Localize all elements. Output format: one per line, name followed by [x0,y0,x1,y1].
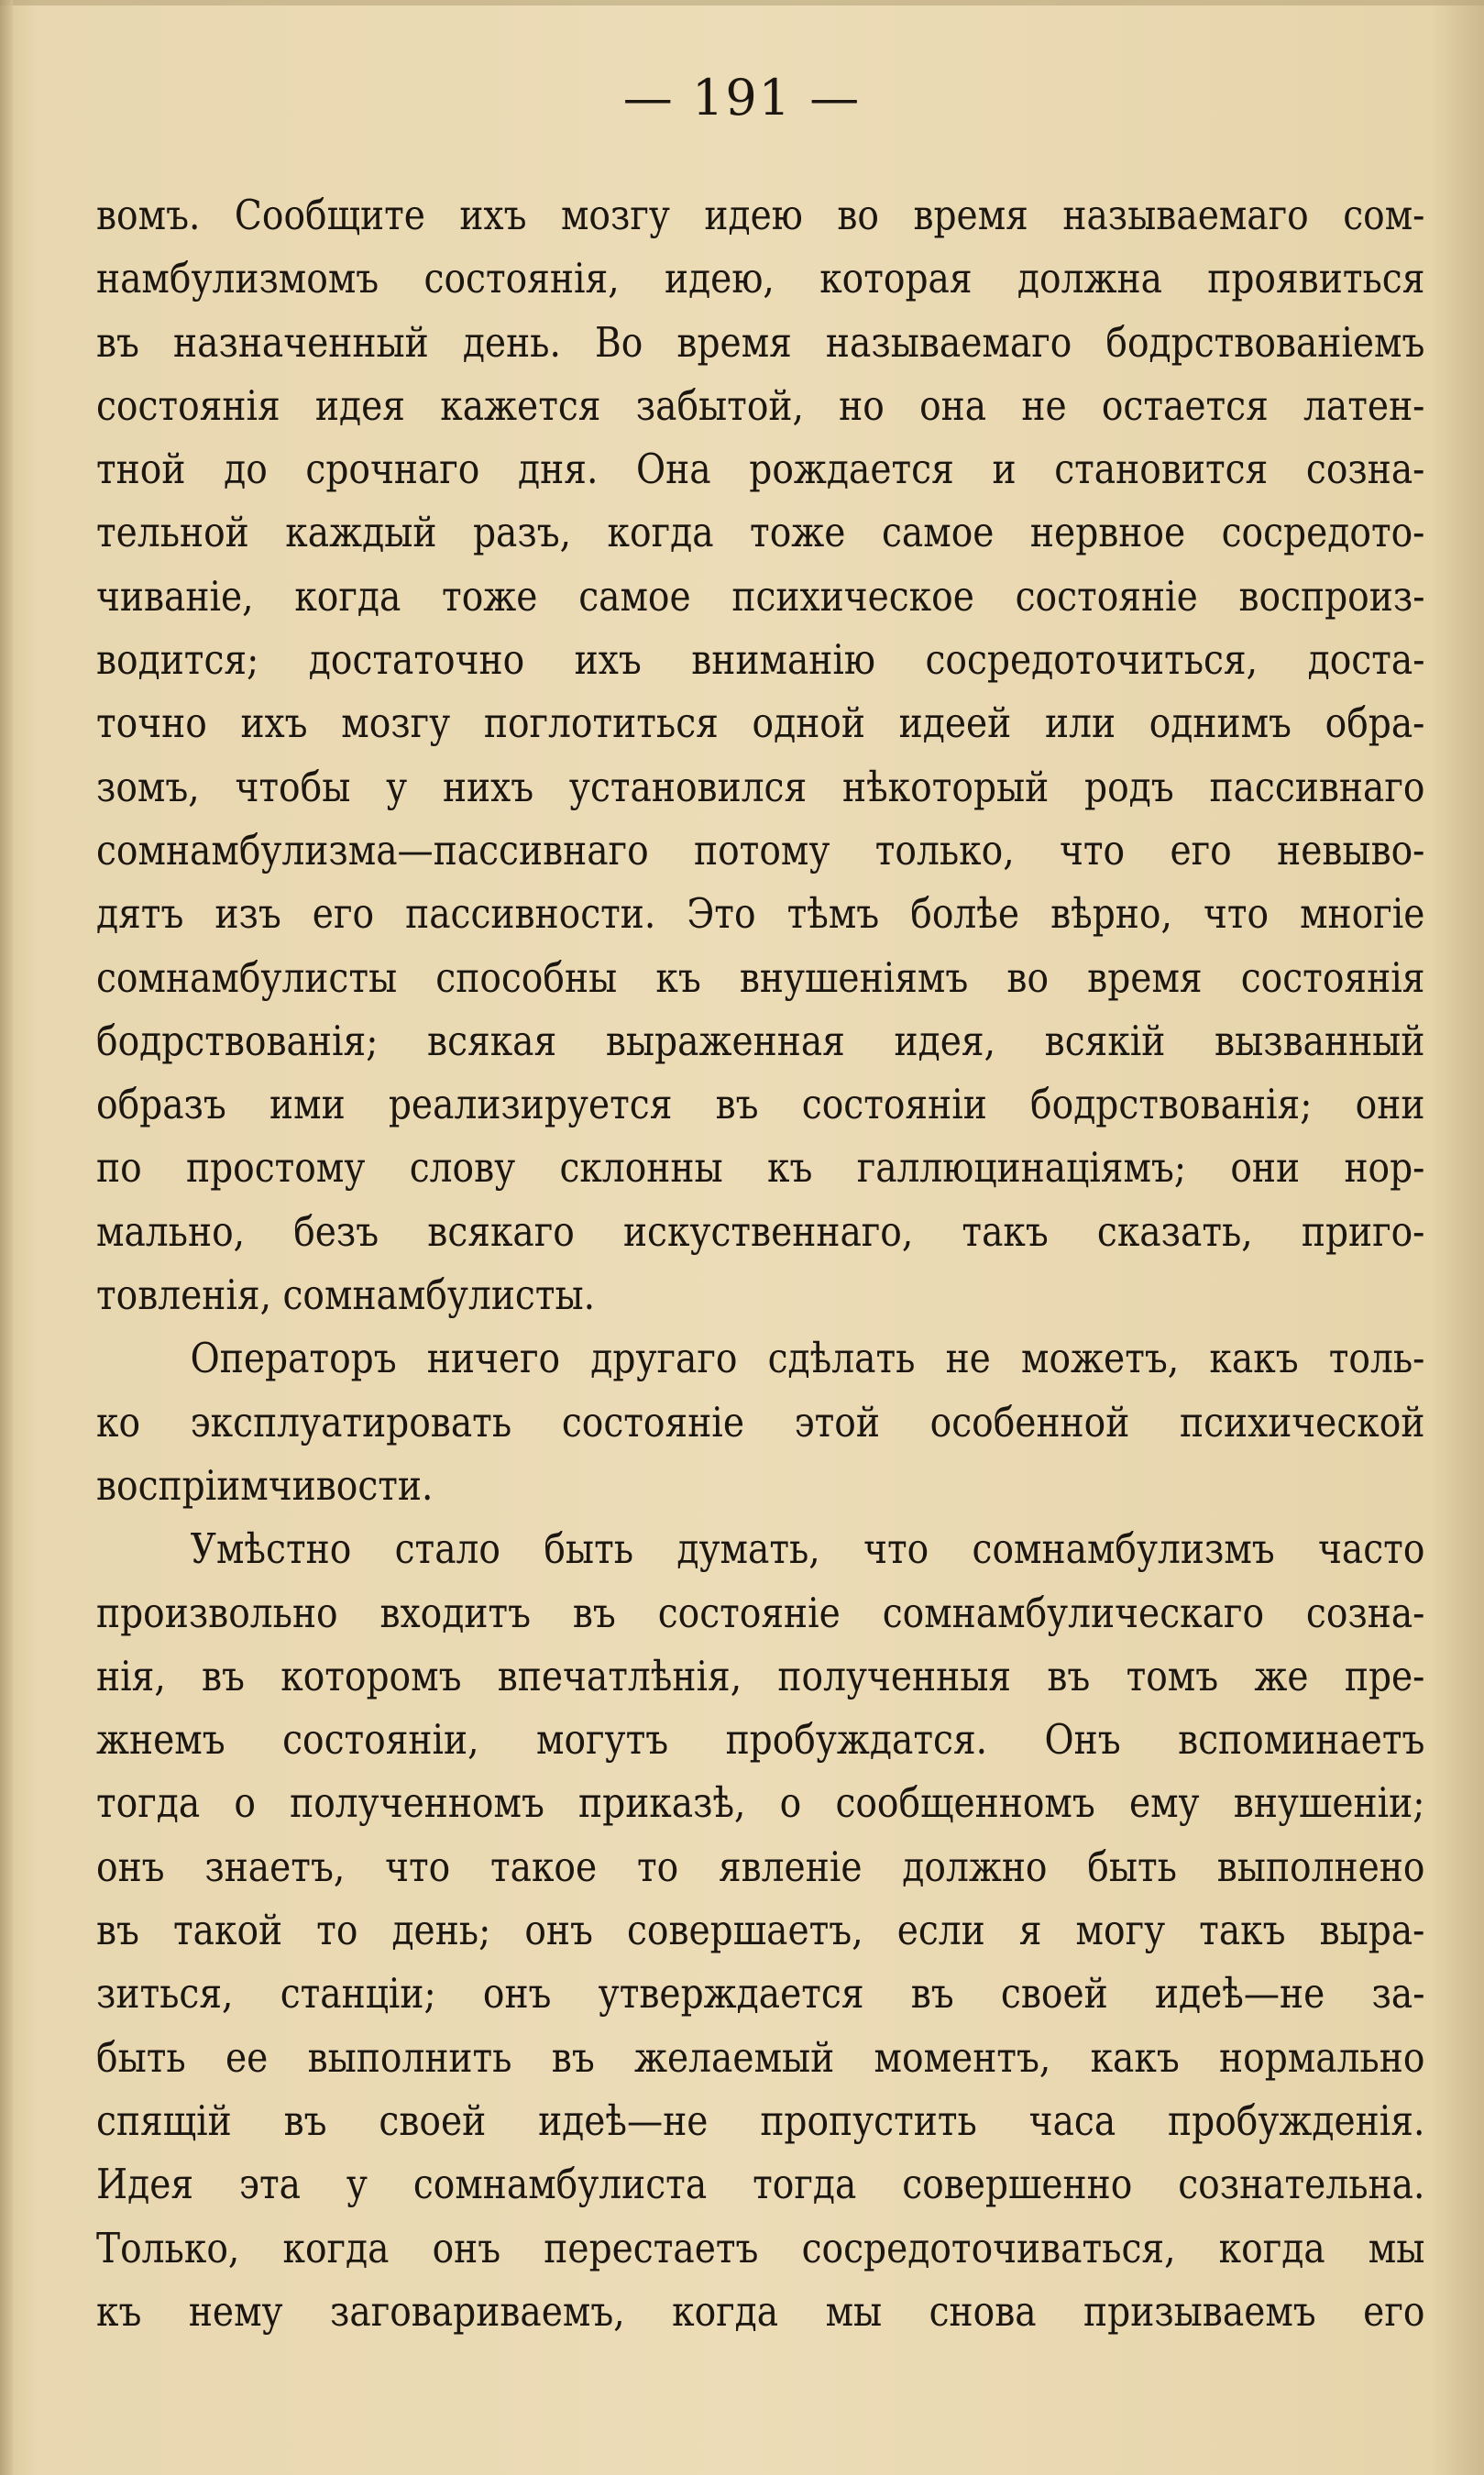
line-text: бодрствованія; всякая выраженная идея, всякій вызванный [96,1016,1425,1065]
line-text: Только, когда онъ перестаетъ сосредоточиваться, когда мы [96,2223,1425,2272]
line-text: тогда о полученномъ приказѣ, о сообщенномъ ему внушеніи; [96,1778,1425,1828]
text-line [96,1581,1424,1644]
text-line [96,2152,1424,2216]
text-line [96,691,1424,754]
line-text: товленія, сомнамбулисты. [96,1270,596,1320]
text-line [96,1072,1424,1136]
text-line [96,437,1424,500]
line-text: состоянія идея кажется забытой, но она не остается латен- [96,380,1425,430]
body-text [96,183,1425,2343]
line-text: онъ знаетъ, что такое то явленіе должно быть выполнено [96,1842,1425,1891]
text-line [96,1200,1424,1263]
line-text: жнемъ состояніи, могутъ пробуждатся. Онъ вспоминаетъ [96,1715,1425,1765]
line-text: Операторъ ничего другаго сдѣлать не можетъ, какъ толь- [190,1334,1425,1383]
line-text: быть ее выполнить въ желаемый моментъ, какъ нормально [96,2032,1425,2082]
line-text: вомъ. Сообщите ихъ мозгу идею во время называемаго сом- [96,191,1425,239]
text-line [96,2026,1424,2089]
line-text: нія, въ которомъ впечатлѣнія, полученныя въ томъ же пре- [96,1651,1425,1700]
line-text: воспріимчивости. [96,1460,434,1510]
line-text: мально, безъ всякаго искуственнаго, такъ сказать, приго- [96,1206,1425,1256]
text-line [96,946,1424,1009]
text-line [96,1454,1424,1517]
line-text: намбулизмомъ состоянія, идею, которая должна проявиться [96,254,1425,303]
text-line [96,2280,1424,2343]
text-line [96,1708,1424,1771]
line-text: чиваніе, когда тоже самое психическое состояніе воспроиз- [96,571,1425,621]
text-line [96,1644,1424,1708]
line-text: зиться, станціи; онъ утверждается въ своей идеѣ—не за- [96,1969,1425,2018]
line-text: дятъ изъ его пассивности. Это тѣмъ болѣе вѣрно, что многіе [96,889,1425,939]
line-text: водится; достаточно ихъ вниманію сосредоточиться, доста- [96,635,1425,685]
text-line [96,1009,1424,1072]
text-line [96,565,1424,628]
line-text: тной до срочнаго дня. Она рождается и становится созна- [96,445,1425,494]
text-line [96,1326,1424,1390]
text-line [96,311,1424,374]
text-line [96,1263,1424,1326]
line-text: точно ихъ мозгу поглотиться одной идеей или однимъ обра- [96,698,1425,748]
line-text: сомнамбулисты способны къ внушеніямъ во время состоянія [96,952,1425,1002]
text-line [96,183,1424,247]
line-text: спящій въ своей идеѣ—не пропустить часа пробужденія. [96,2096,1425,2145]
line-text: зомъ, чтобы у нихъ установился нѣкоторый родъ пассивнаго [96,762,1425,811]
text-line [96,628,1424,691]
line-text: въ такой то день; онъ совершаетъ, если я могу такъ выра- [96,1906,1425,1955]
line-text: въ назначенный день. Во время называемаго бодрствованіемъ [96,317,1425,367]
line-text: сомнамбулизма—пассивнаго потому только, что его невыво- [96,825,1425,874]
text-line [96,1771,1424,1834]
line-text: произвольно входитъ въ состояніе сомнамбулическаго созна- [96,1588,1425,1637]
line-text: къ нему заговариваемъ, когда мы снова призываемъ его [96,2286,1425,2336]
text-line [96,2216,1424,2280]
text-line [96,500,1424,564]
text-line [96,1517,1424,1580]
text-line [96,1835,1424,1898]
text-line [96,374,1424,437]
text-line [96,1136,1424,1199]
text-line [96,819,1424,882]
page-left-edge [0,0,13,2475]
line-text: Идея эта у сомнамбулиста тогда совершенно сознательна. [96,2160,1425,2209]
line-text: ко эксплуатировать состояніе этой особенной психической [96,1397,1425,1446]
line-text: тельной каждый разъ, когда тоже самое нервное сосредото- [96,508,1425,557]
text-line [96,1962,1424,2025]
text-line [96,755,1424,819]
text-line [96,1391,1424,1454]
text-line [96,2089,1424,2152]
page-number: — 191 — [622,69,862,126]
line-text: по простому слову склонны къ галлюцинаціямъ; они нор- [96,1143,1425,1193]
page-top-edge [0,0,1484,6]
text-line [96,247,1424,310]
line-text: образъ ими реализируется въ состояніи бодрствованія; они [96,1080,1425,1129]
text-line [96,1898,1424,1962]
text-line [96,882,1424,945]
line-text: Умѣстно стало быть думать, что сомнамбулизмъ часто [190,1524,1425,1574]
